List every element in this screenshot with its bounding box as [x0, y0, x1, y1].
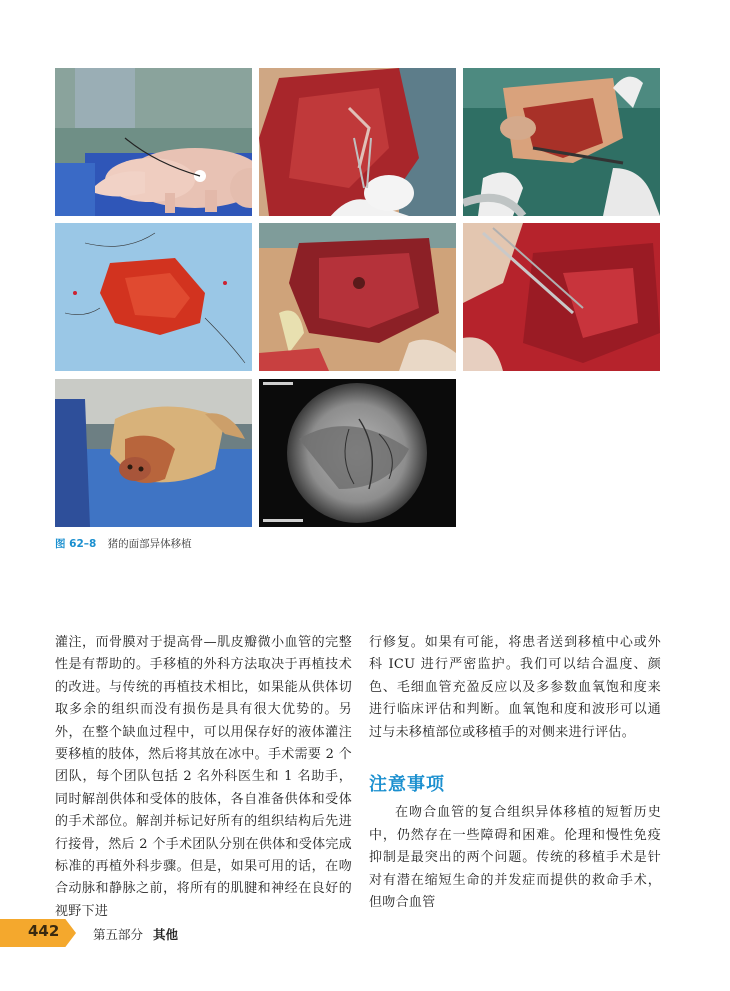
figure-caption-text: 猪的面部异体移植 — [107, 538, 192, 550]
body-paragraph-left: 灌注，而骨膜对于提高骨—肌皮瓣微小血管的完整性是有帮助的。手移植的外科方法取决于再植技术的改进。与传统的再植技术相比，如果能从供体切取多余的组织而没有损伤是具有很大优势的。另外，在整个缺血过程中，可以用保存好的液体灌注要移植的肢体，然后将其放在冰中。手术需要 2 个团队，每个团队包括 2 名外科医生和 1 名助手，同时解剖供体和受体的肢体，各自准备供体和受体的手术部位。解剖并标记好所有的组织结构后先进行接骨，然后 2 个手术团队分别在供体和受体完成标准的再植外科步骤。但是，如果可用的话，在吻合动脉和静脉之前，将所有的肌腱和神经在良好的视野下进 — [55, 635, 352, 919]
page-number: 442 — [28, 922, 60, 940]
transplanted-face-photo — [55, 379, 252, 527]
harvested-graft-photo — [55, 223, 252, 371]
footer-part-title: 其他 — [153, 927, 179, 942]
body-column-right — [369, 632, 661, 914]
angiography-photo — [259, 379, 456, 527]
figure-number: 图 62–8 — [55, 538, 97, 550]
footer-part: 第五部分 — [93, 927, 144, 942]
body-column-left — [55, 632, 352, 923]
surgical-dissection-photo-2 — [463, 68, 660, 216]
figure-caption — [55, 536, 192, 551]
surgical-dissection-photo-1 — [259, 68, 456, 216]
pig-donor-photo — [55, 68, 252, 216]
wound-bed-photo-2 — [463, 223, 660, 371]
section-heading: 注意事项 — [369, 774, 445, 796]
section-paragraph: 在吻合血管的复合组织异体移植的短暂历史中，仍然存在一些障碍和困难。伦理和慢性免疫抑制是最突出的两个问题。传统的移植手术是针对有潜在缩短生命的并发症而提供的救命手术，但吻合血管 — [369, 805, 661, 911]
body-paragraph-right: 行修复。如果有可能，将患者送到移植中心或外科 ICU 进行严密监护。我们可以结合温度、颜色、毛细血管充盈反应以及多参数血氧饱和度来进行临床评估和判断。血氧饱和度和波形可以通过与未移植部位或移植手的对侧来进行评估。 — [369, 635, 661, 740]
footer-part-label — [93, 925, 178, 943]
wound-bed-photo-1 — [259, 223, 456, 371]
